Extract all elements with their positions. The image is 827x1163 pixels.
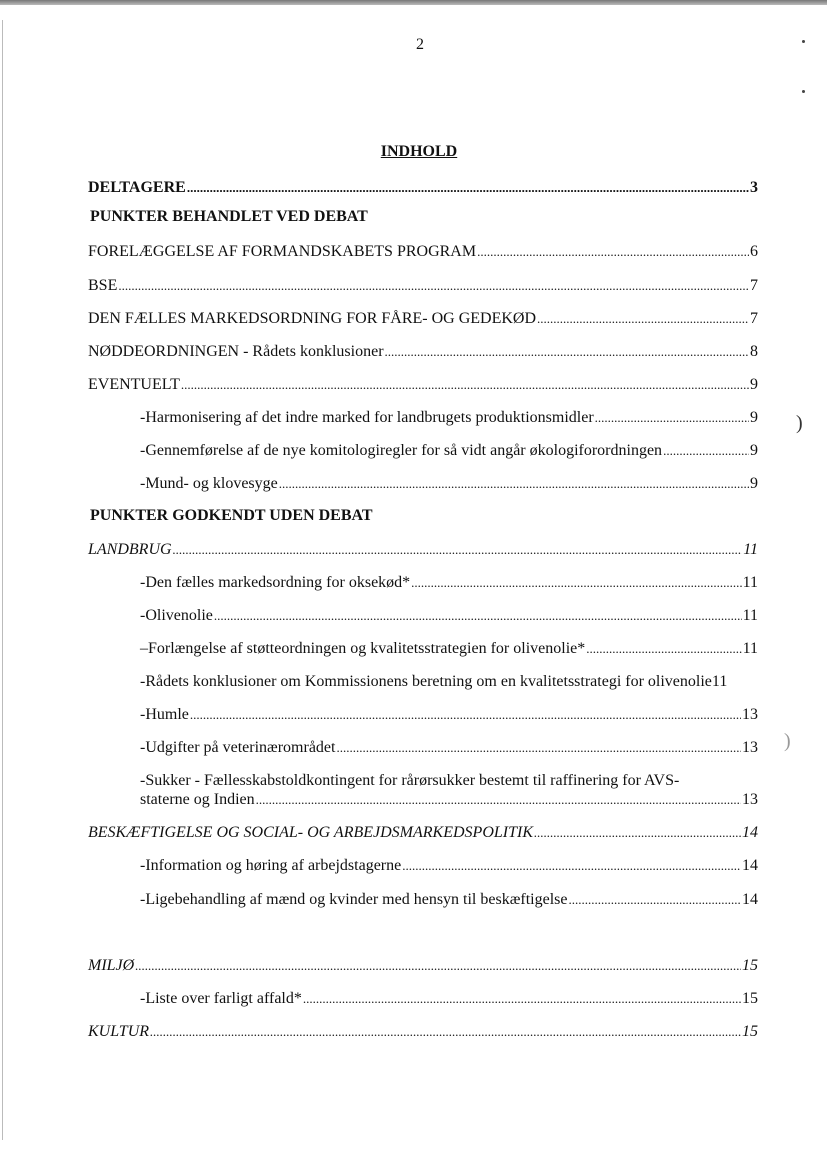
toc-entry-page: 11: [742, 640, 758, 657]
toc-subentry[interactable]: [140, 989, 758, 1008]
leader-dots: [118, 276, 749, 295]
leader-dots: [279, 474, 749, 493]
toc-entry-label: –Forlængelse af støtteordningen og kvalitetsstrategien for olivenolie*: [140, 640, 586, 657]
toc-subentry-line1[interactable]: -Sukker - Fællesskabstoldkontingent for rårørsukker bestemt til raffinering for AVS-: [140, 772, 680, 789]
margin-bracket-mark: ): [796, 412, 803, 434]
toc-entry-page: 11: [742, 607, 758, 624]
toc-entry[interactable]: [88, 242, 758, 261]
toc-entry[interactable]: [88, 375, 758, 394]
leader-dots: [595, 408, 749, 427]
toc-entry-page: 13: [742, 739, 758, 756]
leader-dots: [256, 790, 741, 809]
leader-dots: [411, 573, 741, 592]
scan-border-left: [2, 20, 3, 1140]
section-heading-uden-debat: PUNKTER GODKENDT UDEN DEBAT: [90, 507, 373, 524]
toc-subentry[interactable]: [140, 639, 758, 658]
leader-dots: [534, 823, 741, 842]
toc-entry-page: 15: [742, 1023, 758, 1040]
leader-dots: [135, 956, 741, 975]
toc-entry-page: 7: [750, 277, 758, 294]
toc-entry-label: FORELÆGGELSE AF FORMANDSKABETS PROGRAM: [88, 243, 477, 260]
toc-entry-label: NØDDEORDNINGEN - Rådets konklusioner: [88, 343, 384, 360]
leader-dots: [190, 705, 741, 724]
section-heading-debat: PUNKTER BEHANDLET VED DEBAT: [90, 208, 368, 225]
toc-subentry[interactable]: [140, 738, 758, 757]
toc-entry-label: -Ligebehandling af mænd og kvinder med hensyn til beskæftigelse: [140, 891, 568, 908]
leader-dots: [303, 989, 741, 1008]
toc-entry-label: -Udgifter på veterinærområdet: [140, 739, 336, 756]
toc-entry-label: -Den fælles markedsordning for oksekød*: [140, 574, 411, 591]
toc-title: INDHOLD: [380, 143, 458, 160]
leader-dots: [187, 178, 749, 197]
toc-subentry[interactable]: [140, 408, 758, 427]
toc-entry-label: MILJØ: [88, 957, 135, 974]
leader-dots: [586, 639, 741, 658]
toc-entry[interactable]: [88, 309, 758, 328]
toc-entry[interactable]: [88, 342, 758, 361]
toc-subentry[interactable]: [140, 790, 758, 809]
toc-entry-label: -Olivenolie: [140, 607, 213, 624]
toc-entry-kultur[interactable]: [88, 1022, 758, 1041]
toc-entry-page: 11: [743, 541, 758, 558]
toc-entry-label: EVENTUELT: [88, 376, 180, 393]
toc-entry-page: 6: [750, 243, 758, 260]
toc-entry-page: 14: [742, 824, 758, 841]
toc-entry-label: DELTAGERE: [88, 179, 186, 196]
toc-subentry[interactable]: [140, 606, 758, 625]
toc-entry-page: 7: [750, 310, 758, 327]
margin-bracket-mark: ): [784, 730, 791, 752]
toc-entry-page: 15: [742, 990, 758, 1007]
toc-subentry[interactable]: [140, 573, 758, 592]
leader-dots: [402, 856, 741, 875]
toc-entry-label: staterne og Indien: [140, 791, 255, 808]
toc-entry-label: KULTUR: [88, 1023, 150, 1040]
leader-dots: [568, 890, 741, 909]
toc-entry-page: 9: [750, 442, 758, 459]
leader-dots: [214, 606, 742, 625]
toc-entry[interactable]: [88, 276, 758, 295]
leader-dots: [150, 1022, 741, 1041]
toc-entry-page: 14: [742, 891, 758, 908]
scan-speck: [802, 90, 805, 93]
toc-entry-label: BSE: [88, 277, 118, 294]
toc-subentry[interactable]: [140, 856, 758, 875]
toc-entry-label: -Harmonisering af det indre marked for landbrugets produktionsmidler: [140, 409, 594, 426]
leader-dots: [537, 309, 749, 328]
toc-entry-page: 13: [742, 706, 758, 723]
leader-dots: [173, 540, 743, 559]
toc-subentry[interactable]: [140, 672, 758, 691]
toc-entry-miljo[interactable]: [88, 956, 758, 975]
toc-subentry[interactable]: [140, 474, 758, 493]
leader-dots: [336, 738, 741, 757]
toc-entry-label: -Humle: [140, 706, 189, 723]
toc-entry-deltagere[interactable]: [88, 178, 758, 197]
toc-entry-label: BESKÆFTIGELSE OG SOCIAL- OG ARBEJDSMARKEDSPOLITIK: [88, 824, 534, 841]
toc-entry-label: -Gennemførelse af de nye komitologiregler for så vidt angår økologiforordningen: [140, 442, 663, 459]
leader-dots: [181, 375, 749, 394]
toc-entry-page: 11: [711, 673, 728, 690]
toc-entry-label: DEN FÆLLES MARKEDSORDNING FOR FÅRE- OG GEDEKØD: [88, 310, 537, 327]
toc-subentry[interactable]: [140, 441, 758, 460]
toc-entry-page: 9: [750, 409, 758, 426]
toc-entry-label: -Liste over farligt affald*: [140, 990, 302, 1007]
toc-subentry[interactable]: [140, 705, 758, 724]
toc-entry-page: 9: [750, 376, 758, 393]
toc-entry-landbrug[interactable]: [88, 540, 758, 559]
toc-entry-page: 8: [750, 343, 758, 360]
toc-entry-label: -Information og høring af arbejdstagerne: [140, 857, 402, 874]
toc-entry-beskaeftigelse[interactable]: [88, 823, 758, 842]
leader-dots: [663, 441, 749, 460]
scan-border-top: [0, 0, 827, 5]
toc-entry-page: 9: [750, 475, 758, 492]
toc-entry-page: 13: [742, 791, 758, 808]
toc-entry-page: 3: [750, 179, 758, 196]
toc-entry-label: LANDBRUG: [88, 541, 172, 558]
toc-entry-label: -Rådets konklusioner om Kommissionens beretning om en kvalitetsstrategi for olivenolie: [140, 673, 712, 690]
toc-subentry[interactable]: [140, 890, 758, 909]
leader-dots: [385, 342, 749, 361]
leader-dots: [477, 242, 749, 261]
toc-entry-page: 14: [742, 857, 758, 874]
page-number: 2: [416, 36, 424, 53]
toc-entry-page: 11: [742, 574, 758, 591]
toc-entry-page: 15: [742, 957, 758, 974]
toc-entry-label: -Mund- og klovesyge: [140, 475, 278, 492]
